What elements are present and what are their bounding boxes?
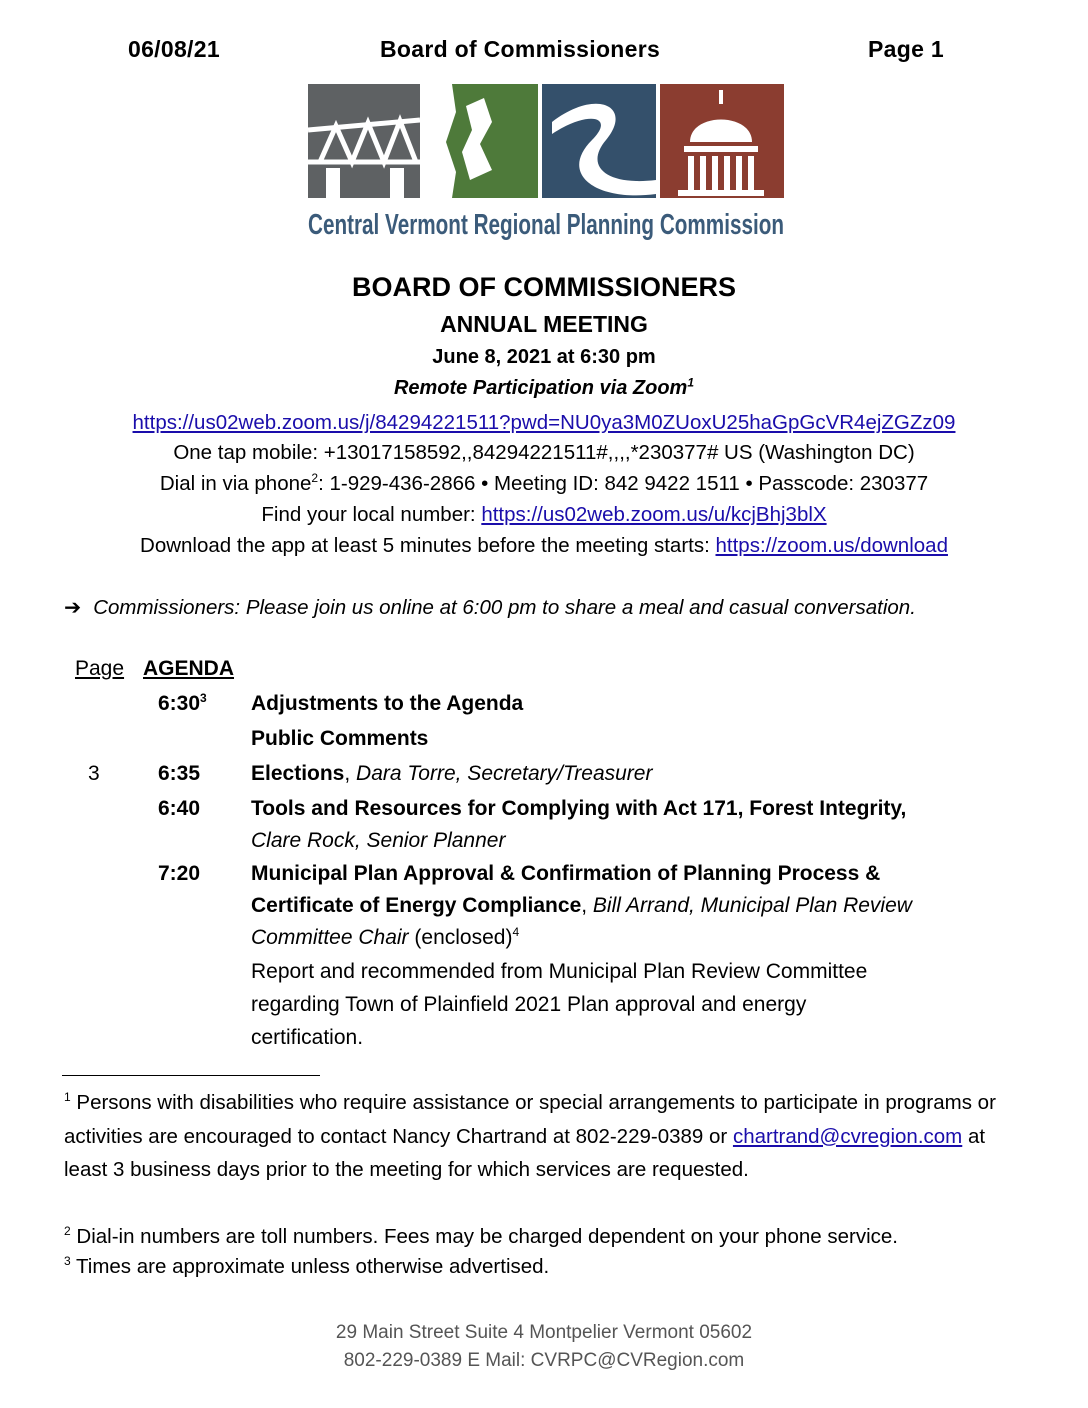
header-date: 06/08/21	[128, 36, 220, 62]
footnote-2: $^2$ Dial-in numbers are toll numbers. Fees may be charged dependent on your phone service.	[64, 1224, 898, 1248]
meeting-title: BOARD OF COMMISSIONERS	[351, 272, 736, 302]
dial-in-info: Dial in via phone$^2$: 1-929-436-2866 • Meeting ID: 842 9422 1511 • Passcode: 230377	[159, 471, 929, 495]
remote-participation: Remote Participation via Zoom$^1$	[393, 375, 695, 399]
agenda-header: AGENDA	[143, 657, 235, 680]
agenda-item: Elections, Dara Torre, Secretary/Treasurer	[251, 762, 653, 785]
agenda-item-presenter-cont: Committee Chair (enclosed)$^4$	[251, 925, 520, 949]
arrow-icon: ➔	[64, 596, 82, 619]
agenda-item-title: Municipal Plan Approval & Confirmation of Planning Process &	[251, 862, 881, 885]
cvrpc-logo	[306, 82, 786, 242]
meeting-subtitle: ANNUAL MEETING	[440, 311, 648, 337]
footnote-1: $^1$ Persons with disabilities who require assistance or special arrangements to participate in programs or activities are encouraged to contact Nancy Chartrand at 802-229-0389 or chartrand@cvregion.com at least 3 business days prior to the meeting for which services are requested.	[64, 1090, 996, 1181]
agenda-time: $6:30^3$	[158, 691, 207, 715]
footnote-3: $^3$ Times are approximate unless otherwise advertised.	[64, 1254, 550, 1278]
agenda-page-header: Page	[75, 657, 125, 680]
agenda-item-title: Public Comments	[251, 727, 429, 750]
agenda-page-number: 3	[88, 762, 100, 785]
address-line-2: 802-229-0389 E Mail: CVRPC@CVRegion.com	[343, 1350, 745, 1371]
zoom-meeting-link[interactable]: https://us02web.zoom.us/j/84294221511?pwd=NU0ya3M0ZUoxU25haGpGcVR4ejZGZz09	[132, 411, 956, 434]
logo-org-name: Central Vermont Regional Planning Commission	[308, 209, 784, 241]
agenda-time: 6:40	[158, 797, 201, 820]
agenda-time: 6:35	[158, 762, 201, 785]
agenda-item-title-cont: Certificate of Energy Compliance, Bill Arrand, Municipal Plan Review	[251, 894, 912, 917]
local-number-link[interactable]: https://us02web.zoom.us/u/kcjBhj3blX	[481, 503, 827, 526]
agenda-item-title: Adjustments to the Agenda	[251, 692, 524, 715]
header-page-number: Page 1	[868, 36, 944, 62]
one-tap-mobile: One tap mobile: +13017158592,,84294221511#,,,,*230377# US (Washington DC)	[173, 441, 915, 464]
agenda-item-description: Report and recommended from Municipal Plan Review Committee	[251, 960, 868, 983]
footnote-ref-1: 1	[687, 375, 695, 390]
commissioners-note: ➔ Commissioners: Please join us online at 6:00 pm to share a meal and casual conversation.	[64, 596, 916, 619]
zoom-download-link[interactable]: https://zoom.us/download	[715, 534, 948, 557]
header-title: Board of Commissioners	[380, 36, 661, 62]
agenda-item-description: regarding Town of Plainfield 2021 Plan approval and energy	[251, 993, 807, 1016]
footnote-ref-3: 3	[200, 691, 207, 705]
agenda-item-title: Tools and Resources for Complying with Act 171, Forest Integrity,	[251, 797, 907, 820]
download-line: Download the app at least 5 minutes before the meeting starts: https://zoom.us/download	[140, 534, 948, 557]
footnote-ref-4: 4	[512, 925, 520, 939]
meeting-date-time: June 8, 2021 at 6:30 pm	[432, 346, 656, 368]
footnote-ref-2: 2	[311, 471, 319, 486]
agenda-item-description: certification.	[251, 1026, 364, 1049]
local-number-line: Find your local number: https://us02web.zoom.us/u/kcjBhj3blX	[261, 503, 827, 526]
address-line-1: 29 Main Street Suite 4 Montpelier Vermont 05602	[335, 1322, 753, 1343]
zoom-link-line	[0, 411, 1088, 435]
footnote-divider	[62, 1075, 320, 1076]
contact-email-link[interactable]: chartrand@cvregion.com	[732, 1124, 963, 1148]
agenda-item-presenter: Clare Rock, Senior Planner	[251, 829, 506, 852]
agenda-time: 7:20	[158, 862, 201, 885]
